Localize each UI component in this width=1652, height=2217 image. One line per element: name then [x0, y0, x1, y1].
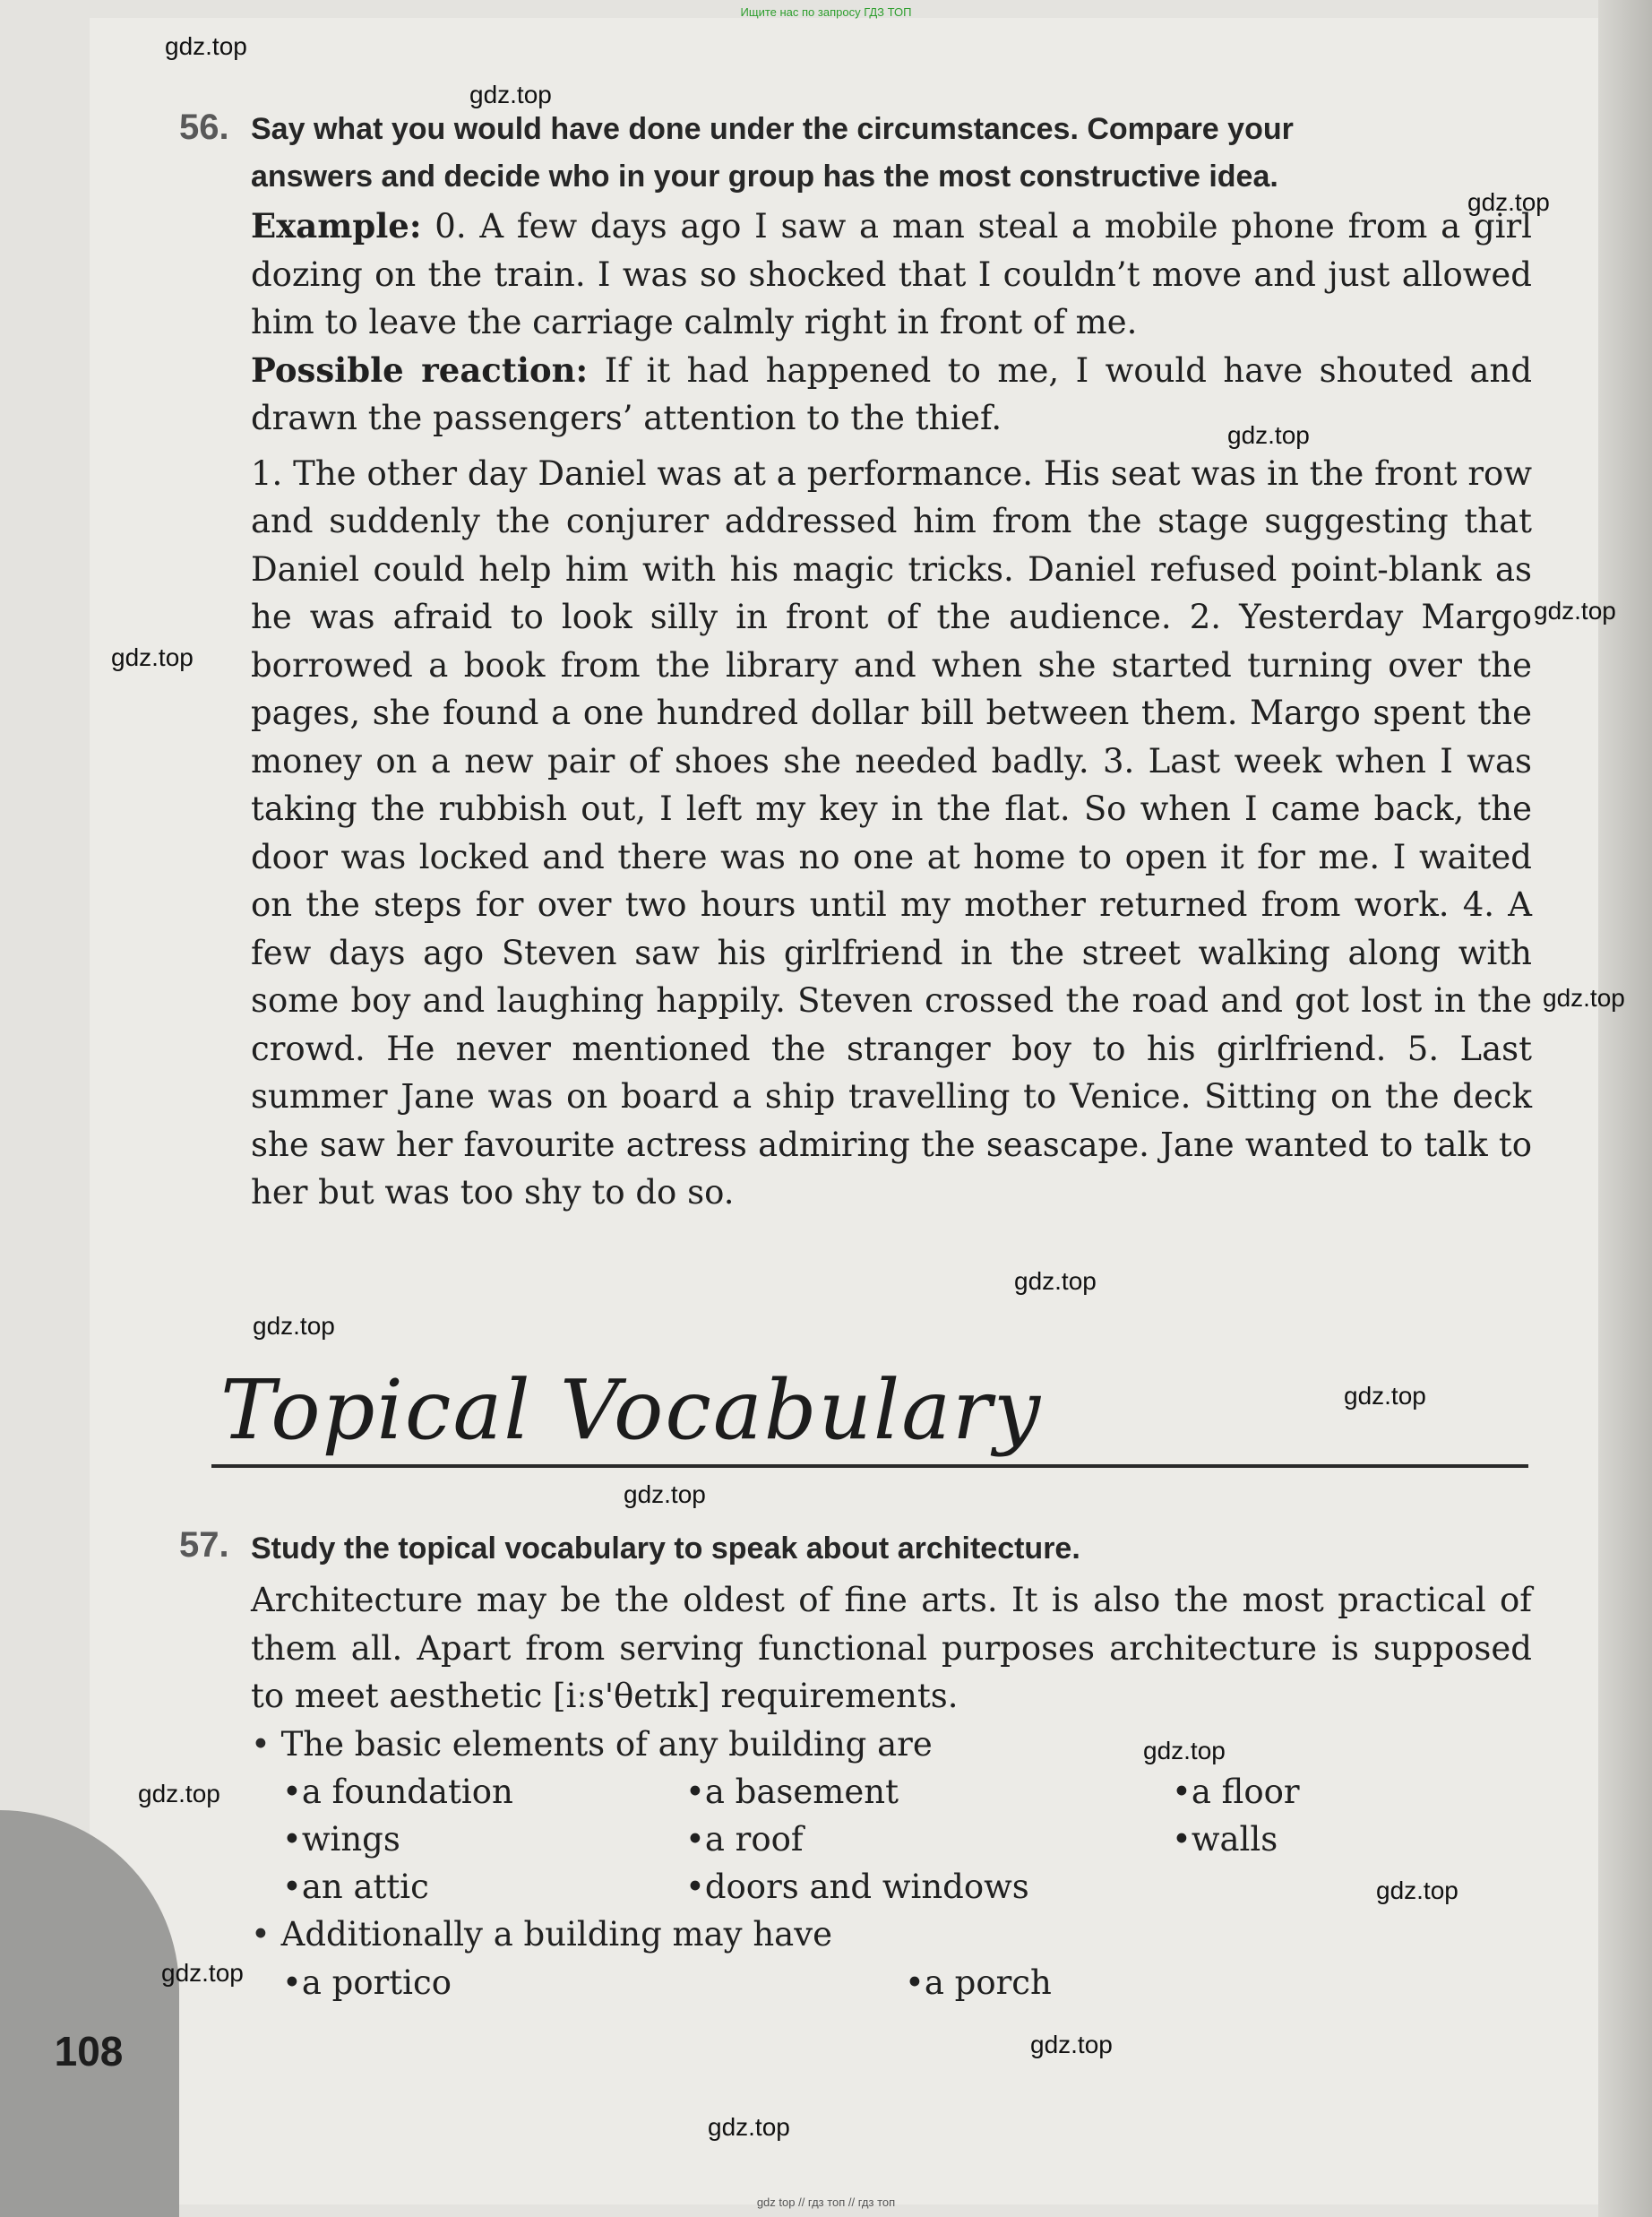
- book-gutter: [1598, 0, 1652, 2217]
- bottom-note: gdz top // гдз топ // гдз топ: [756, 2195, 896, 2209]
- instruction-line-1: Say what you would have done under the circumstances. Compare your: [251, 112, 1294, 146]
- vocab-title: Topical Vocabulary: [220, 1362, 1043, 1458]
- watermark: gdz.top: [469, 81, 552, 108]
- watermark: gdz.top: [1344, 1382, 1426, 1410]
- intro-paragraph: Architecture may be the oldest of fine arts. It is also the most practical of them all. Apart from serving functional purposes architecture is supposed to meet aesthetic [iːs'θetɪk] requirements.: [251, 1581, 1532, 1715]
- watermark: gdz.top: [138, 1780, 220, 1807]
- watermark: gdz.top: [1227, 421, 1310, 449]
- basic-items-grid: [179, 1768, 1532, 1911]
- bullet-dot: •: [251, 1724, 271, 1764]
- exercise-56-number: 56.: [179, 108, 229, 147]
- watermark: gdz.top: [624, 1480, 706, 1508]
- watermark: gdz.top: [253, 1312, 335, 1340]
- watermark: gdz.top: [708, 2113, 790, 2141]
- example-label: Example:: [251, 206, 422, 246]
- exercise-56-instruction: [179, 106, 1532, 201]
- instruction-line-2: answers and decide who in your group has the most constructive idea.: [251, 160, 1278, 194]
- watermark: gdz.top: [1534, 597, 1616, 625]
- bullet-row-4: [179, 1959, 1532, 2006]
- watermark: gdz.top: [161, 1959, 244, 1987]
- reaction-text: If it had happened to me, I would have shouted and drawn the passengers’ attention to the thief.: [251, 350, 1533, 437]
- watermark: gdz.top: [165, 32, 247, 60]
- watermark: gdz.top: [1376, 1876, 1458, 1904]
- list-item: • a basement: [685, 1773, 899, 1811]
- exercise-56: [179, 106, 1532, 1217]
- example-text: 0. A few days ago I saw a man steal a mobile phone from a girl dozing on the train. I was so shocked that I couldn’t move and just allowed him to leave the carriage calmly right in front of me.: [251, 207, 1532, 341]
- exercise-57: [179, 1525, 1532, 2006]
- watermark: gdz.top: [1543, 984, 1625, 1012]
- list-item: • a portico: [282, 1963, 452, 2002]
- list-item: • a floor: [1172, 1773, 1300, 1811]
- situations-paragraph: 1. The other day Daniel was at a performance. His seat was in the front row and suddenly the conjurer addressed him from the stage suggesting that Daniel could help him with his magic tricks. Daniel refused point-blank as he was afraid to look silly in front of the audience. 2. Yesterday Margo borrowed a book from the library and when she started turning over the pages, she found a one hundred dollar bill between them. Margo spent the money on a new pair of shoes she needed badly. 3. Last week when I was taking the rubbish out, I left my key in the flat. So when I came back, the door was locked and there was no one at home to open it for me. I waited on the steps for over two hours until my mother returned from work. 4. A few days ago Steven saw his girlfriend in the street walking along with some boy and laughing happily. Steven crossed the road and got lost in the crowd. He never mentioned the stranger boy to his girlfriend. 5. Last summer Jane was on board a ship travelling to Venice. Sitting on the deck she saw her favourite actress admiring the seascape. Jane wanted to talk to her but was too shy to do so.: [251, 453, 1532, 1212]
- list-item: • an attic: [282, 1868, 429, 1906]
- watermark: gdz.top: [111, 643, 194, 671]
- bullet-row-1: [179, 1768, 1532, 1816]
- vocab-title-underline: [211, 1464, 1528, 1468]
- example-paragraph: [179, 203, 1532, 347]
- top-note: Ищите нас по запросу ГДЗ ТОП: [740, 5, 912, 19]
- list-item: • a roof: [685, 1820, 804, 1859]
- list-item: • walls: [1172, 1820, 1278, 1859]
- basic-elements-heading-text: The basic elements of any building are: [280, 1724, 933, 1764]
- watermark: gdz.top: [1030, 2031, 1113, 2058]
- reaction-label: Possible reaction:: [251, 349, 589, 390]
- list-item: • a foundation: [282, 1773, 513, 1811]
- additional-items-grid: [179, 1959, 1532, 2006]
- basic-elements-heading: [179, 1721, 1532, 1769]
- bullet-dot: •: [251, 1915, 271, 1954]
- watermark: gdz.top: [1143, 1737, 1226, 1764]
- watermark: gdz.top: [1014, 1267, 1097, 1295]
- exercise-57-instruction: Study the topical vocabulary to speak about architecture.: [251, 1531, 1080, 1566]
- list-item: • wings: [282, 1820, 400, 1859]
- reaction-paragraph: [179, 347, 1532, 443]
- list-item: • a porch: [905, 1963, 1052, 2002]
- additional-elements-heading-text: Additionally a building may have: [280, 1915, 833, 1954]
- additional-elements-heading: [179, 1911, 1532, 1959]
- exercise-57-number: 57.: [179, 1525, 229, 1565]
- bullet-row-3: [179, 1863, 1532, 1911]
- watermark: gdz.top: [1467, 188, 1550, 216]
- page-number: 108: [54, 2028, 124, 2075]
- bullet-row-2: [179, 1816, 1532, 1863]
- list-item: • doors and windows: [685, 1868, 1029, 1906]
